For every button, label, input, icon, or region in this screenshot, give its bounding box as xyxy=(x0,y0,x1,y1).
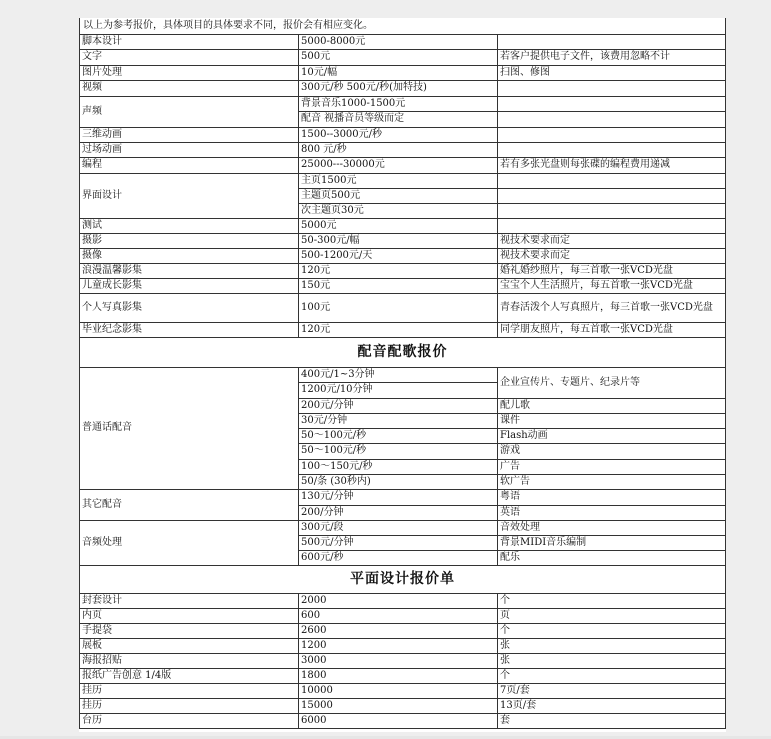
price-cell: 10元/幅 xyxy=(299,65,498,80)
table-row xyxy=(80,127,726,142)
table-row xyxy=(80,489,726,505)
remark-cell xyxy=(498,96,726,111)
remark-cell: 音效处理 xyxy=(498,520,726,535)
unit-cell: 13页/套 xyxy=(498,698,726,713)
remark-cell: 若客户提供电子文件，该费用忽略不计 xyxy=(498,49,726,65)
remark-cell: 青春活泼个人写真照片，每三首歌一张VCD光盘 xyxy=(498,293,726,322)
price-cell: 主页1500元 xyxy=(299,173,498,188)
table-row xyxy=(80,218,726,233)
price-cell: 15000 xyxy=(299,698,498,713)
table-row xyxy=(80,96,726,111)
item-cell: 三维动画 xyxy=(80,127,299,142)
unit-cell: 个 xyxy=(498,668,726,683)
table-row xyxy=(80,608,726,623)
table-row xyxy=(80,593,726,608)
remark-cell: 课件 xyxy=(498,413,726,428)
table-row xyxy=(80,248,726,263)
price-cell: 1800 xyxy=(299,668,498,683)
unit-cell: 个 xyxy=(498,623,726,638)
price-cell: 5000元 xyxy=(299,218,498,233)
table-row xyxy=(80,278,726,293)
remark-cell: 配儿歌 xyxy=(498,398,726,413)
remark-cell: 扫图、修图 xyxy=(498,65,726,80)
item-cell: 过场动画 xyxy=(80,142,299,157)
table-row xyxy=(80,65,726,80)
table-row xyxy=(80,263,726,278)
item-cell: 编程 xyxy=(80,157,299,173)
price-cell: 50/条 (30秒内) xyxy=(299,474,498,489)
remark-cell: 软广告 xyxy=(498,474,726,489)
price-cell: 500元 xyxy=(299,49,498,65)
remark-cell: 企业宣传片、专题片、纪录片等 xyxy=(498,367,726,398)
item-cell: 视频 xyxy=(80,80,299,96)
item-cell: 界面设计 xyxy=(80,173,299,218)
item-cell: 儿童成长影集 xyxy=(80,278,299,293)
unit-cell: 张 xyxy=(498,653,726,668)
remark-cell: 广告 xyxy=(498,459,726,474)
table-row xyxy=(80,173,726,188)
table-row xyxy=(80,367,726,382)
price-cell: 25000---30000元 xyxy=(299,157,498,173)
price-cell: 50～100元/秒 xyxy=(299,443,498,459)
price-cell: 1500--3000元/秒 xyxy=(299,127,498,142)
note-row xyxy=(80,18,726,34)
price-cell: 10000 xyxy=(299,683,498,698)
price-cell: 50-300元/幅 xyxy=(299,233,498,248)
category-cell: 音频处理 xyxy=(80,520,299,565)
unit-cell: 套 xyxy=(498,713,726,728)
price-cell: 120元 xyxy=(299,322,498,337)
item-cell: 脚本设计 xyxy=(80,34,299,49)
remark-cell: 背景MIDI音乐编制 xyxy=(498,535,726,550)
table-row xyxy=(80,638,726,653)
item-cell: 海报招贴 xyxy=(80,653,299,668)
table-row xyxy=(80,80,726,96)
unit-cell: 页 xyxy=(498,608,726,623)
unit-cell: 7页/套 xyxy=(498,683,726,698)
price-cell: 130元/分钟 xyxy=(299,489,498,505)
item-cell: 声频 xyxy=(80,96,299,127)
table-row xyxy=(80,623,726,638)
unit-cell: 张 xyxy=(498,638,726,653)
remark-cell xyxy=(498,80,726,96)
remark-cell: 视技术要求而定 xyxy=(498,233,726,248)
price-cell: 400元/1~3分钟 xyxy=(299,367,498,382)
table-row xyxy=(80,142,726,157)
price-cell: 500元/分钟 xyxy=(299,535,498,550)
table-row xyxy=(80,668,726,683)
item-cell: 个人写真影集 xyxy=(80,293,299,322)
category-cell: 其它配音 xyxy=(80,489,299,520)
note-text: 以上为参考报价，具体项目的具体要求不同，报价会有相应变化。 xyxy=(80,18,726,34)
table-row xyxy=(80,233,726,248)
price-cell: 背景音乐1000-1500元 xyxy=(299,96,498,111)
price-table xyxy=(79,18,726,729)
remark-cell: 视技术要求而定 xyxy=(498,248,726,263)
price-cell: 120元 xyxy=(299,263,498,278)
price-cell: 800 元/秒 xyxy=(299,142,498,157)
item-cell: 展板 xyxy=(80,638,299,653)
table-row xyxy=(80,683,726,698)
price-cell: 50～100元/秒 xyxy=(299,428,498,443)
table-row xyxy=(80,698,726,713)
table-row xyxy=(80,49,726,65)
remark-cell: Flash动画 xyxy=(498,428,726,443)
table-row xyxy=(80,713,726,728)
price-cell: 3000 xyxy=(299,653,498,668)
table-row xyxy=(80,322,726,337)
price-cell: 300元/秒 500元/秒(加特技) xyxy=(299,80,498,96)
item-cell: 浪漫温馨影集 xyxy=(80,263,299,278)
price-cell: 100～150元/秒 xyxy=(299,459,498,474)
price-cell: 200元/分钟 xyxy=(299,398,498,413)
remark-cell: 宝宝个人生活照片，每五首歌一张VCD光盘 xyxy=(498,278,726,293)
table-row xyxy=(80,653,726,668)
price-cell: 主题页500元 xyxy=(299,188,498,203)
item-cell: 摄像 xyxy=(80,248,299,263)
remark-cell xyxy=(498,218,726,233)
table-row xyxy=(80,520,726,535)
price-cell: 600 xyxy=(299,608,498,623)
graphic-design-section-title: 平面设计报价单 xyxy=(80,565,726,593)
remark-cell: 英语 xyxy=(498,505,726,520)
category-cell: 普通话配音 xyxy=(80,367,299,489)
price-cell: 600元/秒 xyxy=(299,550,498,565)
remark-cell: 配乐 xyxy=(498,550,726,565)
price-cell: 500-1200元/天 xyxy=(299,248,498,263)
remark-cell: 粤语 xyxy=(498,489,726,505)
price-sheet xyxy=(79,18,726,732)
remark-cell xyxy=(498,34,726,49)
table-row xyxy=(80,157,726,173)
price-cell: 1200 xyxy=(299,638,498,653)
table-row xyxy=(80,34,726,49)
remark-cell: 婚礼婚纱照片，每三首歌一张VCD光盘 xyxy=(498,263,726,278)
remark-cell xyxy=(498,203,726,218)
remark-cell xyxy=(498,127,726,142)
price-cell: 100元 xyxy=(299,293,498,322)
item-cell: 报纸广告创意 1/4版 xyxy=(80,668,299,683)
remark-cell xyxy=(498,142,726,157)
item-cell: 摄影 xyxy=(80,233,299,248)
price-cell: 300元/段 xyxy=(299,520,498,535)
remark-cell: 若有多张光盘则每张碟的编程费用递减 xyxy=(498,157,726,173)
item-cell: 毕业纪念影集 xyxy=(80,322,299,337)
remark-cell: 同学朋友照片，每五首歌一张VCD光盘 xyxy=(498,322,726,337)
item-cell: 手提袋 xyxy=(80,623,299,638)
price-cell: 30元/分钟 xyxy=(299,413,498,428)
section-heading-row xyxy=(80,565,726,593)
price-cell: 150元 xyxy=(299,278,498,293)
price-cell: 次主题页30元 xyxy=(299,203,498,218)
item-cell: 挂历 xyxy=(80,698,299,713)
remark-cell xyxy=(498,111,726,127)
item-cell: 内页 xyxy=(80,608,299,623)
item-cell: 文字 xyxy=(80,49,299,65)
dubbing-section-title: 配音配歌报价 xyxy=(80,337,726,367)
section-heading-row xyxy=(80,337,726,367)
item-cell: 测试 xyxy=(80,218,299,233)
item-cell: 挂历 xyxy=(80,683,299,698)
remark-cell xyxy=(498,188,726,203)
remark-cell: 游戏 xyxy=(498,443,726,459)
item-cell: 台历 xyxy=(80,713,299,728)
price-cell: 配音 视播音员等级而定 xyxy=(299,111,498,127)
price-cell: 200/分钟 xyxy=(299,505,498,520)
item-cell: 封套设计 xyxy=(80,593,299,608)
price-cell: 2600 xyxy=(299,623,498,638)
remark-cell xyxy=(498,173,726,188)
item-cell: 图片处理 xyxy=(80,65,299,80)
table-row xyxy=(80,293,726,322)
price-cell: 2000 xyxy=(299,593,498,608)
price-cell: 6000 xyxy=(299,713,498,728)
unit-cell: 个 xyxy=(498,593,726,608)
price-cell: 1200元/10分钟 xyxy=(299,382,498,398)
price-cell: 5000-8000元 xyxy=(299,34,498,49)
